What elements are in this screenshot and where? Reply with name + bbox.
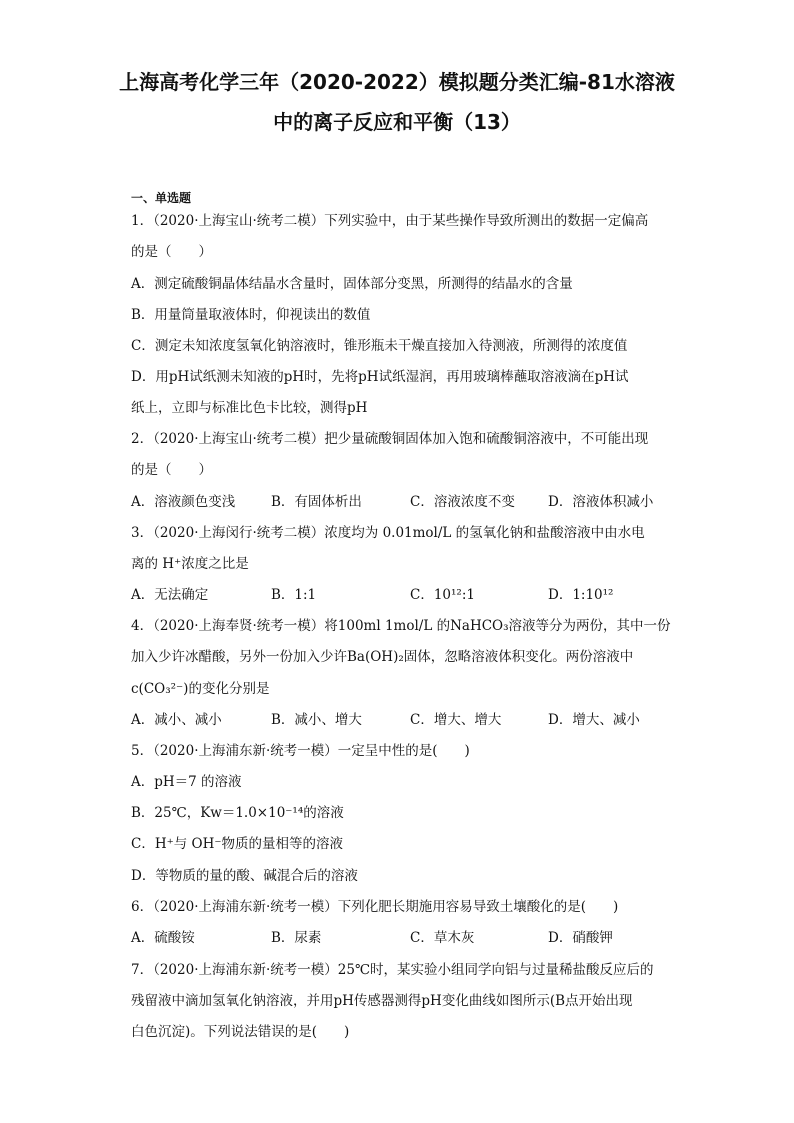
q6-choice-c: C．草木灰 — [410, 930, 475, 946]
q3-choice-a: A．无法确定 — [131, 587, 209, 603]
section-heading: 一、单选题 — [131, 191, 192, 205]
page-title-line-1: 上海高考化学三年（2020-2022）模拟题分类汇编-81水溶液 — [119, 70, 675, 94]
q7-stem-line-3: 白色沉淀)。下列说法错误的是( ) — [131, 1024, 350, 1040]
q1-stem-line-1: 1．（2020·上海宝山·统考二模）下列实验中，由于某些操作导致所测出的数据一定偏高 — [131, 213, 649, 229]
q2-choice-b: B．有固体析出 — [271, 494, 362, 510]
q5-option-d: D．等物质的量的酸、碱混合后的溶液 — [131, 868, 358, 884]
q6-stem: 6．（2020·上海浦东新·统考一模）下列化肥长期施用容易导致土壤酸化的是( ) — [131, 899, 619, 915]
q6-choice-d: D．硝酸钾 — [548, 930, 613, 946]
q7-stem-line-2: 残留液中滴加氢氧化钠溶液，并用pH传感器测得pH变化曲线如图所示(B点开始出现 — [131, 993, 633, 1009]
q1-option-d-line-2: 纸上，立即与标准比色卡比较，测得pH — [131, 400, 368, 416]
q5-option-c: C．H⁺与 OH⁻物质的量相等的溶液 — [131, 836, 343, 852]
q1-stem-line-2: 的是（ ） — [131, 244, 212, 260]
q5-option-b: B．25℃，Kw＝1.0×10⁻¹⁴的溶液 — [131, 805, 344, 821]
q1-option-c: C．测定未知浓度氢氧化钠溶液时，锥形瓶未干燥直接加入待测液，所测得的浓度值 — [131, 338, 628, 354]
q2-choice-c: C．溶液浓度不变 — [410, 494, 515, 510]
q4-choice-a: A．减小、减小 — [131, 712, 222, 728]
q4-choice-c: C．增大、增大 — [410, 712, 502, 728]
q4-stem-line-3: c(CO₃²⁻)的变化分别是 — [131, 681, 270, 697]
q4-choice-d: D．增大、减小 — [548, 712, 640, 728]
q1-option-b: B．用量筒量取液体时，仰视读出的数值 — [131, 307, 371, 323]
q3-stem-line-1: 3．（2020·上海闵行·统考二模）浓度均为 0.01mol/L 的氢氧化钠和盐酸溶液中由水电 — [131, 525, 645, 541]
q5-stem: 5．（2020·上海浦东新·统考一模）一定呈中性的是( ) — [131, 743, 470, 759]
q7-stem-line-1: 7．（2020·上海浦东新·统考一模）25℃时，某实验小组同学向铝与过量稀盐酸反应后的 — [131, 962, 654, 978]
q4-stem-line-1: 4．（2020·上海奉贤·统考一模）将100ml 1mol/L 的NaHCO₃溶液等分为两份，其中一份 — [131, 618, 671, 634]
q3-choice-d: D．1:10¹² — [548, 587, 614, 603]
q3-stem-line-2: 离的 H⁺浓度之比是 — [131, 556, 249, 572]
q6-choice-a: A．硫酸铵 — [131, 930, 195, 946]
q3-choice-c: C．10¹²:1 — [410, 587, 475, 603]
q2-stem-line-1: 2．（2020·上海宝山·统考二模）把少量硫酸铜固体加入饱和硫酸铜溶液中，不可能出现 — [131, 431, 649, 447]
page-title-line-2: 中的离子反应和平衡（13） — [273, 110, 521, 134]
q2-stem-line-2: 的是（ ） — [131, 462, 212, 478]
q2-choice-a: A．溶液颜色变浅 — [131, 494, 236, 510]
q2-choice-d: D．溶液体积减小 — [548, 494, 654, 510]
q3-choice-b: B．1:1 — [271, 587, 317, 603]
q5-option-a: A．pH＝7 的溶液 — [131, 774, 242, 790]
q1-option-d-line-1: D．用pH试纸测未知液的pH时，先将pH试纸湿润，再用玻璃棒蘸取溶液滴在pH试 — [131, 369, 629, 385]
q4-stem-line-2: 加入少许冰醋酸，另外一份加入少许Ba(OH)₂固体，忽略溶液体积变化。两份溶液中 — [131, 649, 634, 665]
q6-choice-b: B．尿素 — [271, 930, 322, 946]
q1-option-a: A．测定硫酸铜晶体结晶水含量时，固体部分变黑，所测得的结晶水的含量 — [131, 276, 573, 292]
q4-choice-b: B．减小、增大 — [271, 712, 362, 728]
